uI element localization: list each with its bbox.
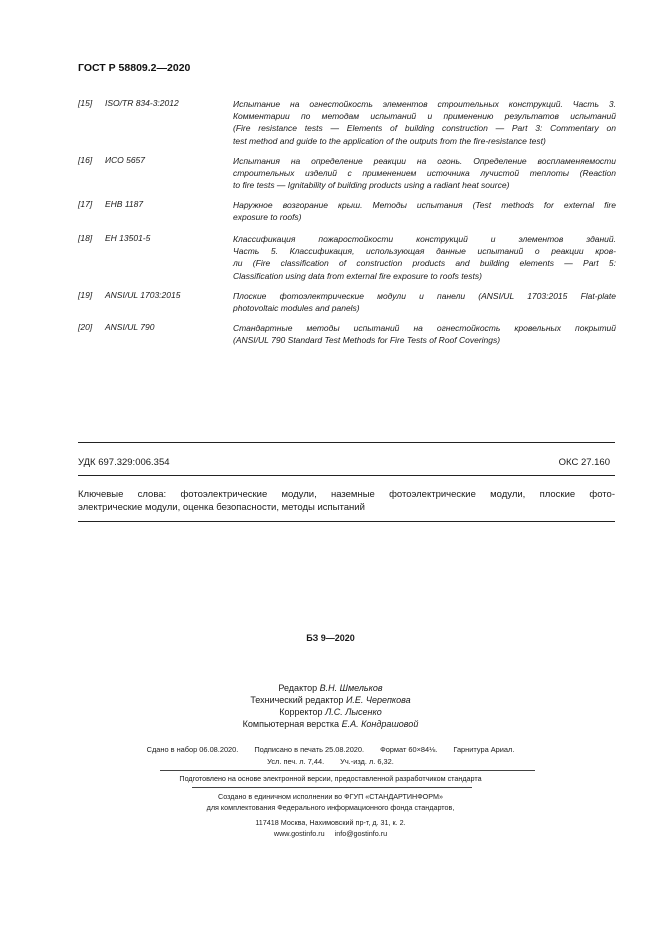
reference-code: ISO/TR 834-3:2012: [105, 98, 179, 108]
oks-code: ОКС 27.160: [558, 457, 610, 468]
keywords: [78, 488, 615, 514]
publication-line: [0, 744, 661, 756]
website-link[interactable]: www.gostinfo.ru: [273, 828, 325, 838]
layout-role: Компьютерная верстка: [242, 719, 340, 729]
reference-code: ИСО 5657: [105, 155, 146, 165]
reference-title: [233, 199, 616, 223]
divider-middle: [78, 475, 615, 476]
publication-line: [0, 756, 661, 768]
signed-date: Подписано в печать 25.08.2020.: [254, 745, 365, 754]
reference-title-line: Часть 5. Классификация, использующая данные испытаний о реакции кров-: [233, 246, 616, 257]
layout-name: Е.А. Кондрашовой: [341, 719, 419, 729]
reference-title-line: строительных изделий с применением источника лучистой теплоты (Reaction: [233, 168, 616, 179]
reference-title-line: Плоские фотоэлектрические модули и панели (ANSI/UL 1703:2015 Flat-plate: [233, 291, 616, 301]
tech-editor-line: [0, 694, 661, 706]
editor-role: Редактор: [278, 683, 318, 693]
tech-editor-role: Технический редактор: [250, 695, 344, 705]
reference-title: [233, 233, 616, 282]
reference-number: [17]: [78, 199, 93, 209]
print-sheets: Усл. печ. л. 7,44.: [267, 757, 325, 766]
divider-bottom: [78, 521, 615, 522]
reference-title-line: Наружное возгорание крыш. Методы испытания (Test methods for external fire: [233, 200, 616, 210]
reference-title: [233, 290, 616, 314]
reference-title: [233, 322, 616, 346]
contacts-line: [0, 829, 661, 840]
reference-title-line: Classification using data from external fire exposure to roofs tests): [233, 270, 482, 281]
publication-info: [0, 744, 661, 768]
keywords-line: электрические модули, оценка безопасности, методы испытаний: [78, 502, 365, 513]
reference-number: [20]: [78, 322, 93, 332]
reference-title-line: Стандартные методы испытаний на огнестойкость кровельных покрытий: [233, 323, 616, 333]
divider-prepared-top: [160, 770, 535, 771]
bz-number: БЗ 9—2020: [306, 633, 355, 643]
reference-title-line: test method and guide to the application of the outputs from the fire-resistance test): [233, 135, 546, 146]
reference-title: [233, 98, 616, 147]
typeset-date: Сдано в набор 06.08.2020.: [146, 745, 239, 754]
reference-title-line: photovoltaic modules and panels): [233, 303, 360, 314]
font-info: Гарнитура Ариал.: [453, 745, 515, 754]
prepared-note: Подготовлено на основе электронной версии, предоставленной разработчиком стандарта: [179, 774, 482, 783]
reference-title-line: Испытание на огнестойкость элементов строительных конструкций. Часть 3.: [233, 99, 616, 109]
reference-title-line: to fire tests — Ignitability of building products using a radiant heat source): [233, 180, 510, 191]
divider-prepared-bottom: [192, 787, 472, 788]
reference-code: ЕН 13501-5: [105, 233, 151, 243]
corrector-name: Л.С. Лысенко: [325, 707, 382, 717]
corrector-role: Корректор: [279, 707, 323, 717]
reference-title-line: Классификация пожаростойкости конструкций и элементов зданий.: [233, 234, 616, 244]
reference-title-line: exposure to roofs): [233, 212, 302, 223]
editorial-staff: [0, 682, 661, 730]
street-address: 117418 Москва, Нахимовский пр-т, д. 31, к. 2.: [255, 818, 406, 827]
keywords-line: Ключевые слова: фотоэлектрические модули, наземные фотоэлектрические модули, плоские фото-: [78, 489, 615, 500]
reference-title-line: (Fire resistance tests — Elements of building construction — Part 3: Commentary on: [233, 123, 616, 134]
creation-line: для комплектования Федерального информационного фонда стандартов,: [206, 802, 455, 812]
publisher-address: [0, 818, 661, 839]
editor-name: В.Н. Шмельков: [319, 683, 383, 693]
document-header: ГОСТ Р 58809.2—2020: [78, 62, 191, 74]
reference-title-line: (ANSI/UL 790 Standard Test Methods for Fire Tests of Roof Coverings): [233, 335, 501, 346]
udk-code: УДК 697.329:006.354: [78, 457, 170, 468]
creation-line: Создано в единичном исполнении во ФГУП «СТАНДАРТИНФОРМ»: [218, 792, 443, 801]
editor-line: [0, 682, 661, 694]
corrector-line: [0, 706, 661, 718]
layout-line: [0, 718, 661, 730]
reference-title: [233, 155, 616, 192]
reference-code: ANSI/UL 790: [105, 322, 155, 332]
reference-code: ЕНВ 1187: [105, 199, 144, 209]
divider-top: [78, 442, 615, 443]
reference-number: [18]: [78, 233, 93, 243]
reference-number: [15]: [78, 98, 93, 108]
reference-title-line: Комментарии по методам испытаний и применению результатов испытаний: [233, 111, 616, 122]
print-format: Формат 60×84⅛.: [380, 745, 438, 754]
email-link[interactable]: info@gostinfo.ru: [334, 828, 388, 838]
reference-title-line: ли (Fire classification of construction products and building elements — Part 5:: [233, 258, 616, 269]
reference-number: [16]: [78, 155, 93, 165]
creation-info: [0, 792, 661, 813]
tech-editor-name: И.Е. Черепкова: [345, 695, 411, 705]
reference-title-line: Испытания на определение реакции на огонь. Определение воспламеняемости: [233, 156, 616, 166]
reference-code: ANSI/UL 1703:2015: [105, 290, 181, 300]
edit-sheets: Уч.-изд. л. 6,32.: [340, 757, 394, 766]
reference-number: [19]: [78, 290, 93, 300]
